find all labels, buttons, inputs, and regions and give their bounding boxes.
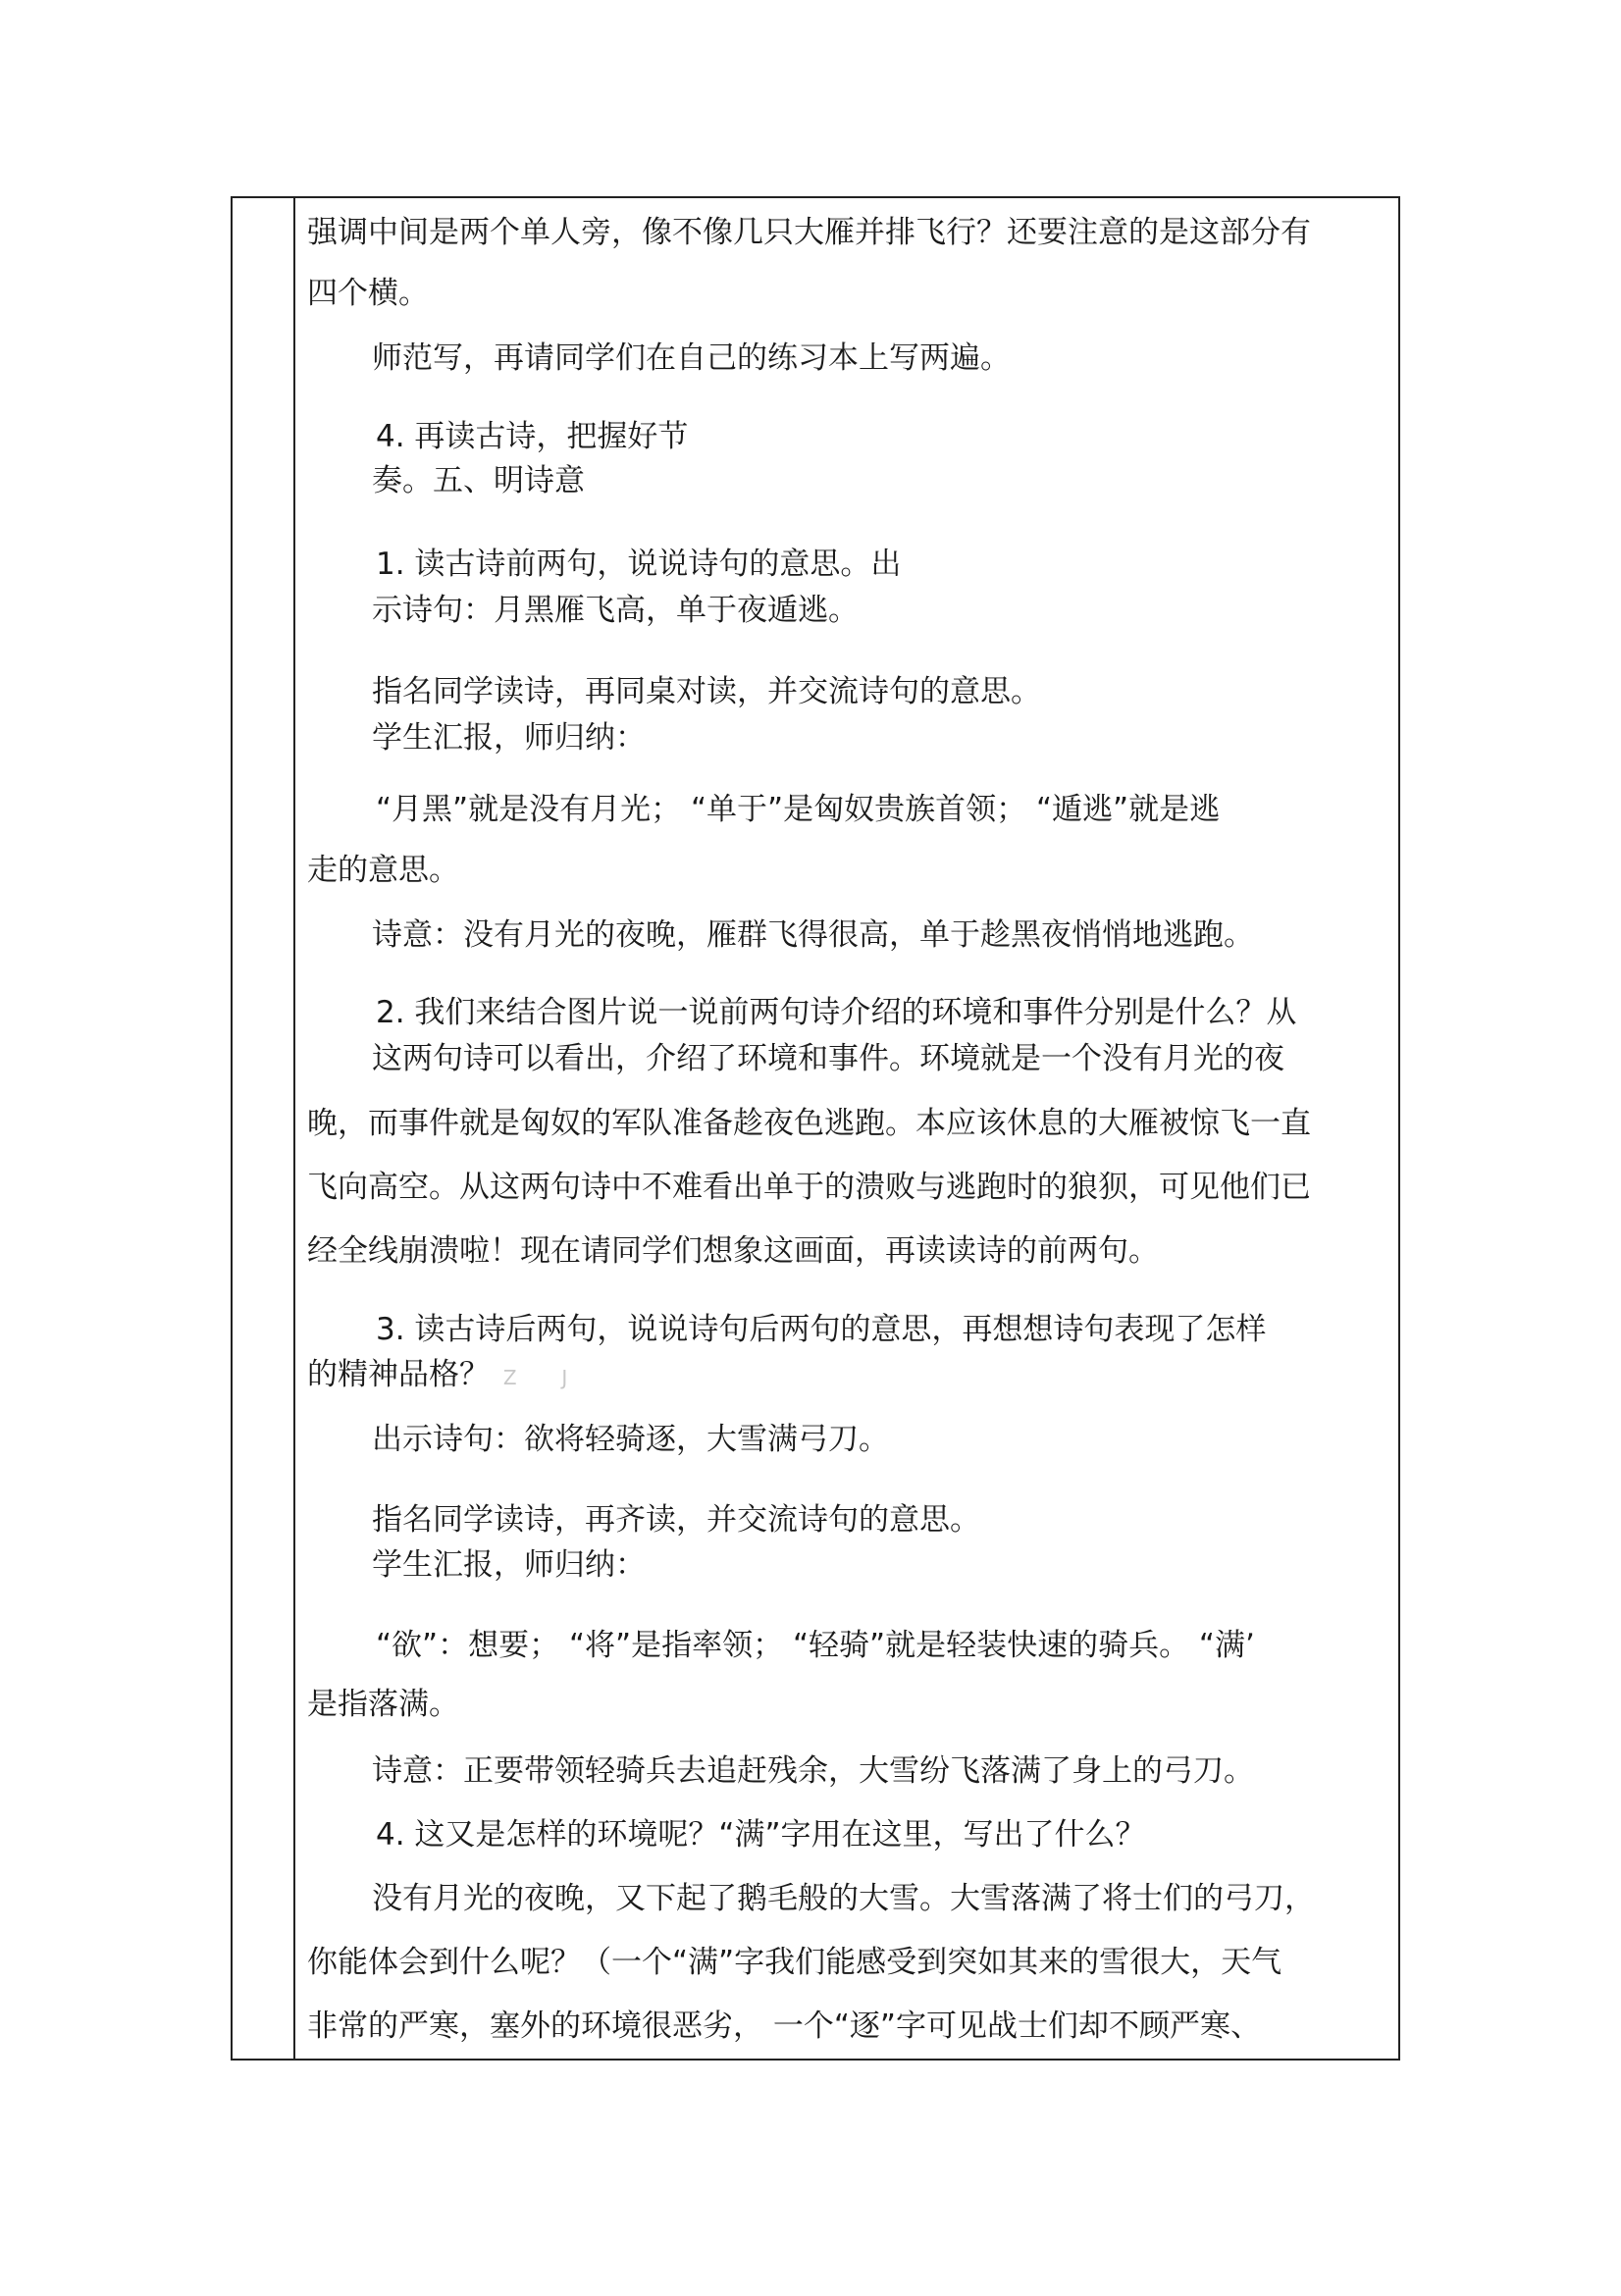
- text-line: 师范写，再请同学们在自己的练习本上写两遍。: [372, 340, 1011, 376]
- text-line: 4. 再读古诗，把握好节: [376, 419, 689, 454]
- text-line: 经全线崩溃啦！现在请同学们想象这画面，再读读诗的前两句。: [307, 1233, 1159, 1269]
- text-line: 诗意：没有月光的夜晚，雁群飞得很高，单于趁黑夜悄悄地逃跑。: [372, 917, 1254, 953]
- text-line: 指名同学读诗，再齐读，并交流诗句的意思。: [372, 1502, 980, 1538]
- text-line: 非常的严寒，塞外的环境很恶劣， 一个“逐”字可见战士们却不顾严寒、: [307, 2009, 1261, 2044]
- text-line: 学生汇报，师归纳：: [372, 720, 646, 756]
- text-line: 四个横。: [307, 276, 429, 311]
- text-line: 1. 读古诗前两句，说说诗句的意思。出: [376, 547, 902, 582]
- text-line: 3. 读古诗后两句，说说诗句后两句的意思，再想想诗句表现了怎样: [376, 1312, 1267, 1347]
- text-span: 的精神品格？: [307, 1357, 490, 1392]
- text-line: 飞向高空。从这两句诗中不难看出单于的溃败与逃跑时的狼狈，可见他们已: [307, 1170, 1311, 1205]
- text-line: 晚，而事件就是匈奴的军队准备趁夜色逃跑。本应该休息的大雁被惊飞一直: [307, 1106, 1311, 1141]
- text-line: 4. 这又是怎样的环境呢？“满”字用在这里，写出了什么？: [376, 1817, 1146, 1852]
- text-line: 这两句诗可以看出，介绍了环境和事件。环境就是一个没有月光的夜: [372, 1041, 1284, 1076]
- left-column: [233, 198, 295, 2059]
- text-line: 诗意：正要带领轻骑兵去追赶残余，大雪纷飞落满了身上的弓刀。: [372, 1753, 1254, 1789]
- text-line: 你能体会到什么呢？（一个“满”字我们能感受到突如其来的雪很大，天气: [307, 1945, 1282, 1980]
- faint-mark: J: [561, 1366, 568, 1389]
- text-line: 奏。五、明诗意: [372, 463, 585, 498]
- lesson-table: [231, 196, 1400, 2061]
- text-line: 2. 我们来结合图片说一说前两句诗介绍的环境和事件分别是什么？从: [376, 995, 1297, 1030]
- faint-mark: Z: [502, 1366, 517, 1389]
- text-line: [307, 1357, 568, 1392]
- content-cell: [295, 198, 1398, 2059]
- text-line: 是指落满。: [307, 1687, 459, 1722]
- text-line: “月黑”就是没有月光； “单于”是匈奴贵族首领； “遁逃”就是逃: [376, 792, 1221, 827]
- text-line: 示诗句：月黑雁飞高，单于夜遁逃。: [372, 593, 859, 628]
- text-line: 出示诗句：欲将轻骑逐，大雪满弓刀。: [372, 1422, 889, 1457]
- text-line: 走的意思。: [307, 853, 459, 888]
- text-line: 指名同学读诗，再同桌对读，并交流诗句的意思。: [372, 674, 1041, 709]
- text-line: 学生汇报，师归纳：: [372, 1547, 646, 1583]
- text-line: “欲”：想要； “将”是指率领； “轻骑”就是轻装快速的骑兵。 “满’: [376, 1628, 1255, 1663]
- text-line: 强调中间是两个单人旁，像不像几只大雁并排飞行？还要注意的是这部分有: [307, 215, 1311, 250]
- text-line: 没有月光的夜晚，又下起了鹅毛般的大雪。大雪落满了将士们的弓刀，: [372, 1881, 1315, 1916]
